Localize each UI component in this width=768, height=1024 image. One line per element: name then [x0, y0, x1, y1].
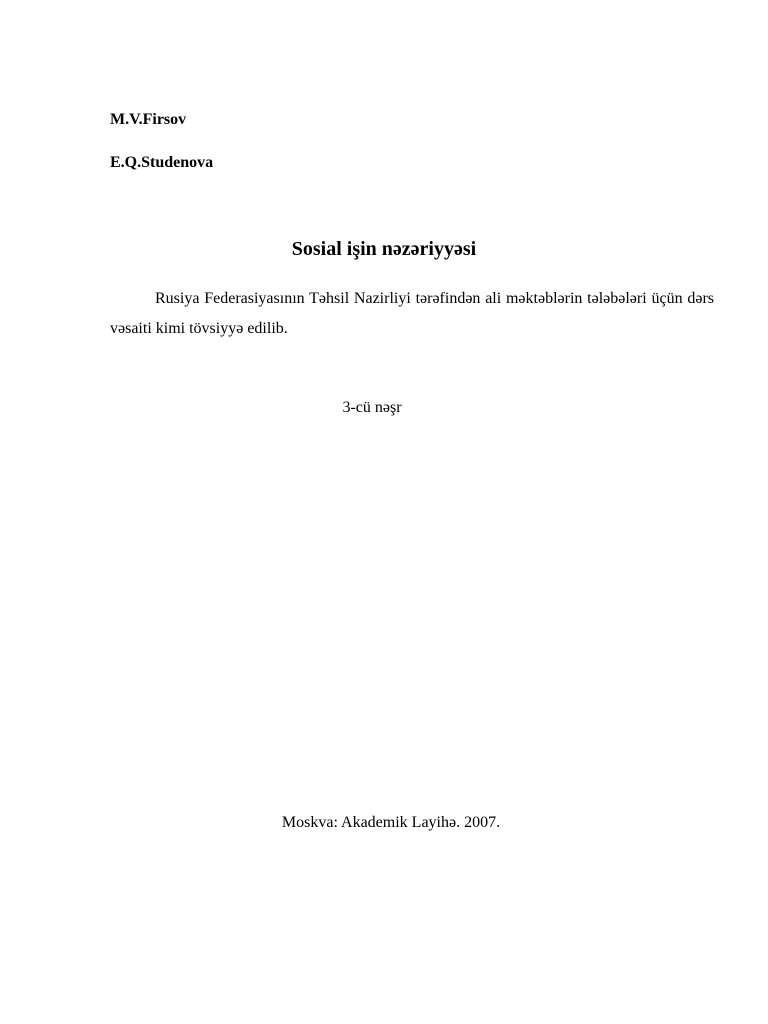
recommendation-text: Rusiya Federasiyasının Təhsil Nazirliyi tərəfindən ali məktəblərin tələbələri üçün dərs vəsaiti kimi tövsiyyə edilib.	[110, 290, 714, 337]
edition-label: 3-cü nəşr	[342, 399, 402, 416]
publisher-imprint: Moskva: Akademik Layihə. 2007.	[281, 814, 501, 831]
document-title: Sosial işin nəzəriyyəsi	[291, 238, 477, 260]
author-name: E.Q.Studenova	[110, 154, 214, 171]
author-name: M.V.Firsov	[110, 111, 187, 128]
